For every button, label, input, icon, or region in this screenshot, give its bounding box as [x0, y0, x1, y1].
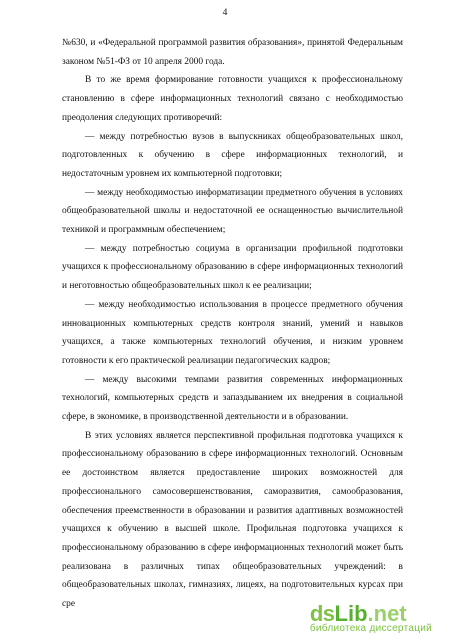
- document-body: [62, 34, 403, 614]
- page-number: 4: [222, 8, 228, 18]
- paragraph: В этих условиях является перспективной профильная подготовка учащихся к профессиональному образованию в сфере информационных технологий. Основным ее достоинством является предоставление широких возможностей для профессионального самосовершенствования, саморазвития, самообразования, обеспечения преемственности в образовании и развития адаптивных возможностей учащихся к обучению в высшей школе. Профильная подготовка учащихся к профессиональному образованию в сфере информационных технологий может быть реализована в различных типах общеобразовательных учреждений: в общеобразовательных школах, гимназиях, лицеях, на подготовительных курсах при сре: [62, 430, 403, 610]
- list-item: — между потребностью социума в организации профильной подготовки учащихся к профессиональному образованию в сфере информационных технологий и неготовностью общеобразовательных школ к ее реализации;: [62, 243, 403, 292]
- list-item: — между необходимостью информатизации предметного обучения в условиях общеобразовательной школы и недостаточной ее оснащенностью вычислительной техникой и программным обеспечением;: [62, 187, 403, 236]
- dslib-watermark-logo: [310, 601, 432, 634]
- list-item: — между высокими темпами развития современных информационных технологий, компьютерных средств и запаздыванием их внедрения в социальной сфере, в экономике, в производственной деятельности и в образовании.: [62, 374, 403, 423]
- paragraph: №630, и «Федеральной программой развития образования», принятой Федеральным законом №51-ФЗ от 10 апреля 2000 года.: [62, 38, 403, 67]
- watermark-ds: ds: [309, 601, 335, 626]
- watermark-lib: Lib: [334, 601, 368, 626]
- watermark-net: .net: [367, 601, 407, 626]
- watermark-subtitle: библиотека диссертаций: [309, 623, 432, 634]
- list-item: — между необходимостью использования в процессе предметного обучения инновационных компьютерных средств контроля знаний, умений и навыков учащихся, а также компьютерных технологий обучения, и низким уровнем готовности к его практической реализации педагогических кадров;: [62, 299, 403, 366]
- list-item: — между потребностью вузов в выпускниках общеобразовательных школ, подготовленных к обучению в сфере информационных технологий, и недостаточным уровнем их компьютерной подготовки;: [62, 131, 403, 179]
- paragraph: В то же время формирование готовности учащихся к профессиональному становлению в сфере информационных технологий связано с необходимостью преодоления следующих противоречий:: [62, 75, 403, 123]
